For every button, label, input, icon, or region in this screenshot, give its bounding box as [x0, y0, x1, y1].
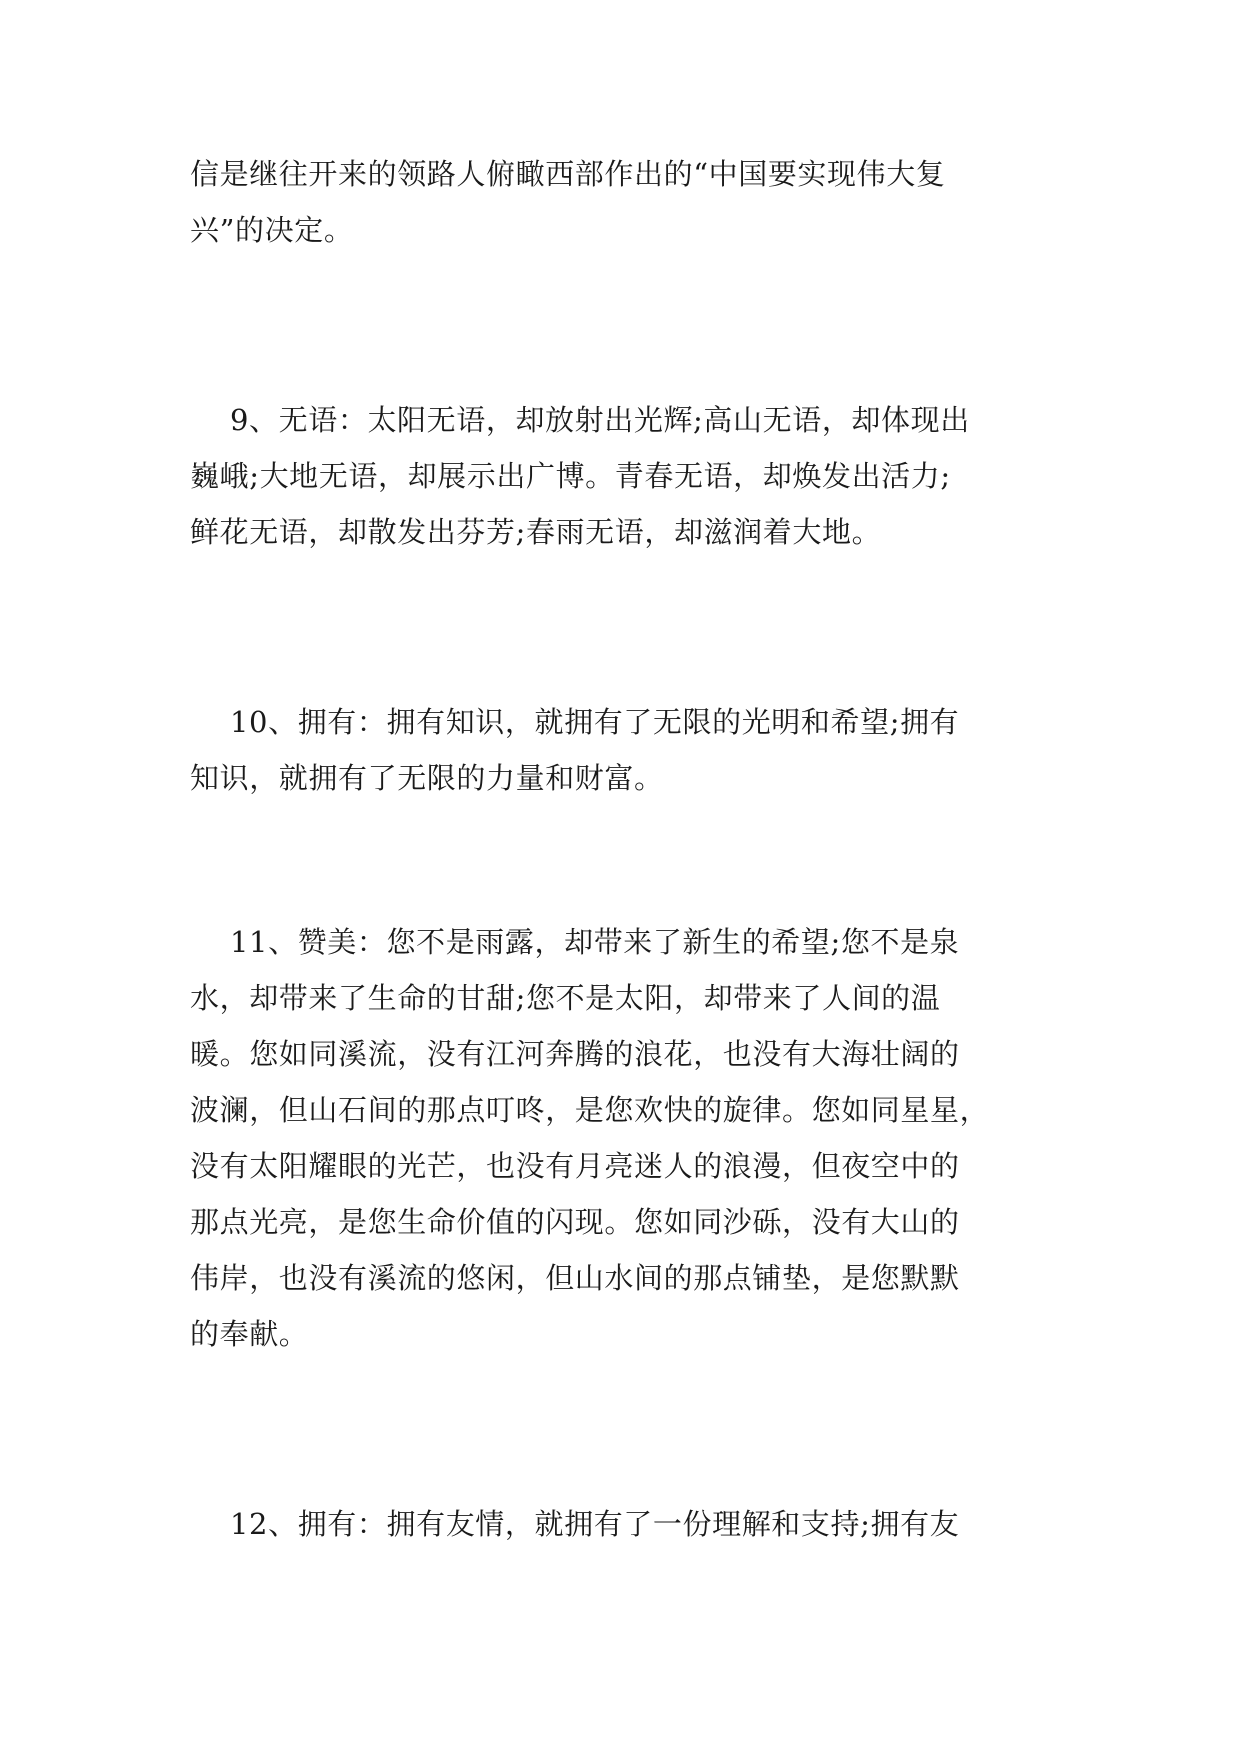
text-line: 巍峨;大地无语，却展示出广博。青春无语，却焕发出活力;: [190, 459, 951, 493]
text-line: 没有太阳耀眼的光芒，也没有月亮迷人的浪漫，但夜空中的: [190, 1149, 960, 1183]
text-line: 伟岸，也没有溪流的悠闲，但山水间的那点铺垫，是您默默: [190, 1261, 960, 1295]
text-line: 信是继往开来的领路人俯瞰西部作出的“中国要实现伟大复: [190, 157, 946, 191]
text-line: 鲜花无语，却散发出芬芳;春雨无语，却滋润着大地。: [190, 515, 882, 549]
text-line: 水，却带来了生命的甘甜;您不是太阳，却带来了人间的温: [190, 981, 941, 1015]
text-line: 10、拥有：拥有知识，就拥有了无限的光明和希望;拥有: [230, 705, 960, 739]
text-line: 那点光亮，是您生命价值的闪现。您如同沙砾，没有大山的: [190, 1205, 960, 1239]
text-line: 兴”的决定。: [190, 213, 354, 247]
text-line: 的奉献。: [190, 1317, 309, 1351]
text-line: 暖。您如同溪流，没有江河奔腾的浪花，也没有大海壮阔的: [190, 1037, 960, 1071]
text-line: 9、无语：太阳无语，却放射出光辉;高山无语，却体现出: [230, 403, 970, 437]
text-line: 波澜，但山石间的那点叮咚，是您欢快的旋律。您如同星星，: [190, 1093, 990, 1127]
text-line: 11、赞美：您不是雨露，却带来了新生的希望;您不是泉: [230, 925, 960, 959]
text-line: 知识，就拥有了无限的力量和财富。: [190, 761, 664, 795]
text-line: 12、拥有：拥有友情，就拥有了一份理解和支持;拥有友: [230, 1507, 960, 1541]
